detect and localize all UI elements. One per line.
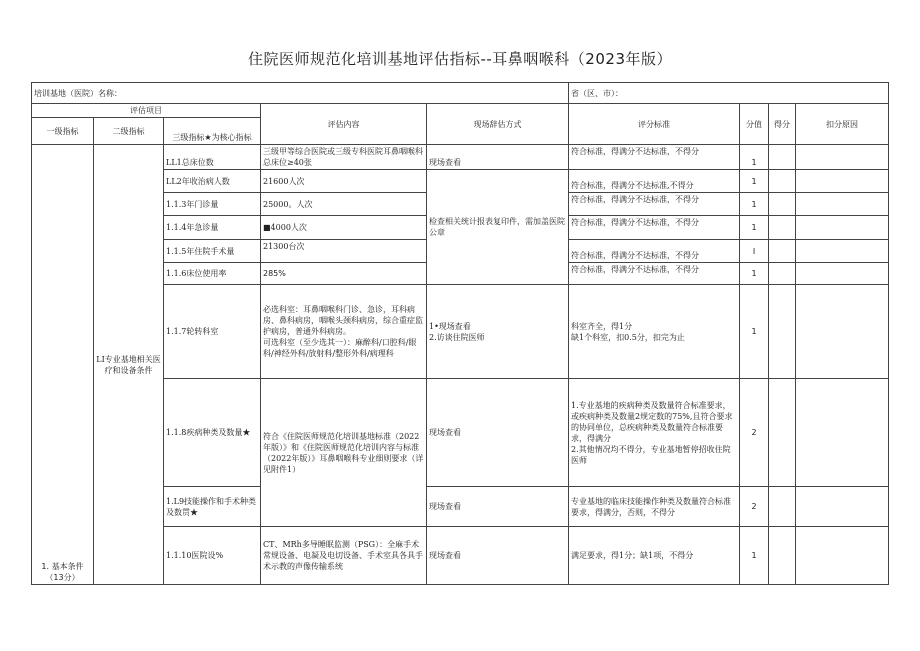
score-cell <box>769 379 796 487</box>
deduction-cell <box>796 527 889 585</box>
value-cell: 1 <box>740 216 769 240</box>
deduction-cell <box>796 240 889 263</box>
score-cell <box>769 145 796 170</box>
content-cell: 符合《住院医师规范化培训基地标准（2022年版）》和《住院医师规范化培训内容与标准（2022年版）》耳鼻咽喉科专业细则要求（详见附件1） <box>261 379 427 527</box>
score-cell <box>769 487 796 527</box>
value-cell: 1 <box>740 527 769 585</box>
method-cell: 1•现场查看 2.访谈住院医师 <box>427 285 569 379</box>
criteria-cell: 满足要求，得1分；缺1项，不得分 <box>569 527 740 585</box>
header-criteria: 评分标准 <box>569 104 740 145</box>
level3-item: LL1总床位数 <box>164 145 261 170</box>
value-cell: 1 <box>740 285 769 379</box>
content-cell: 21300台次 <box>261 240 427 263</box>
score-cell <box>769 285 796 379</box>
content-cell: 25000。人次 <box>261 193 427 216</box>
value-cell: 1 <box>740 263 769 285</box>
criteria-cell: 科室齐全，得1分 缺1个科室，扣0.5分，扣完为止 <box>569 285 740 379</box>
score-cell <box>769 170 796 193</box>
content-cell: 必选科室：耳鼻咽喉科门诊、急诊，耳科病房、鼻科病房，咽喉头颈科病房，综合重症监护病房，普通外科病房。 可选科室（至少选其一）：麻醉科/口腔科/眼科/神经外科/放射科/整形外科/病理科 <box>261 285 427 379</box>
value-cell: 1 <box>740 170 769 193</box>
score-cell <box>769 263 796 285</box>
score-cell <box>769 240 796 263</box>
value-cell: 2 <box>740 379 769 487</box>
score-cell <box>769 193 796 216</box>
deduction-cell <box>796 170 889 193</box>
content-cell: 三级甲等综合医院或三级专科医院耳鼻咽喉科总床位≥40张 <box>261 145 427 170</box>
header-method: 现场辞估方式 <box>427 104 569 145</box>
level3-item: 1.1.8疾病种类及数量★ <box>164 379 261 487</box>
level3-item: 1.1.3年门诊量 <box>164 193 261 216</box>
page-title: 住院医师规范化培训基地评估指标--耳鼻咽喉科（2023年版） <box>247 50 672 68</box>
evaluation-table <box>31 82 889 585</box>
level3-item: 1.1.10医院设% <box>164 527 261 585</box>
score-cell <box>769 216 796 240</box>
criteria-cell: 符合标准，得满分不达标准，不得分 <box>569 145 740 170</box>
header-level3: 三级指标★为核心指标 <box>164 118 261 145</box>
group-method-cell: 检查相关统计报表复印件，需加盖医院公章 <box>427 170 569 285</box>
base-info-row <box>32 83 889 104</box>
criteria-cell: 符合标准，得满分不达标准，不得分 <box>569 193 740 216</box>
method-cell: 现场查看 <box>427 379 569 487</box>
level1-points: （13分） <box>45 573 80 582</box>
deduction-cell <box>796 263 889 285</box>
value-cell: 2 <box>740 487 769 527</box>
method-cell: 现场查看 <box>427 527 569 585</box>
header-score-value: 分值 <box>740 104 769 145</box>
deduction-cell <box>796 193 889 216</box>
header-score: 得分 <box>769 104 796 145</box>
content-cell: 21600人次 <box>261 170 427 193</box>
deduction-cell <box>796 216 889 240</box>
level2-cell: LI专业基地相关医疗和设备条件 <box>94 145 164 585</box>
level3-item: LL2年收治病人数 <box>164 170 261 193</box>
level3-item: 1.L9技能操作和手术种类及数贯★ <box>164 487 261 527</box>
content-cell: ■4000人次 <box>261 216 427 240</box>
score-cell <box>769 527 796 585</box>
value-cell: 1 <box>740 145 769 170</box>
criteria-cell: 符合标准，得满分不达标准,不得分 <box>569 170 740 193</box>
criteria-cell: 符合标准，得满分不达标准，不得分 <box>569 240 740 263</box>
content-cell: CT、MRh多导睡眠监测（PSG）：全麻手术常规设备、电凝及电切设备、手术室具各具手术示教的声像传输系统 <box>261 527 427 585</box>
level3-item: 1.1.5年住院手术量 <box>164 240 261 263</box>
criteria-cell: 1.专业基地的疾病种类及数量符合标准要求，或疾病种类及数量2规定数的75%,且符合要求的协同单位，总疾病种类及数量符合标准要求，得满分 2.其他情况均不得分，专业基地暂停招收住院医师 <box>569 379 740 487</box>
header-level1: 一级指标 <box>32 118 94 145</box>
header-eval-items: 评估项目 <box>32 104 261 118</box>
deduction-cell <box>796 487 889 527</box>
level1-name: 1. 基本条件 <box>41 562 84 571</box>
header-level2: 二级指标 <box>94 118 164 145</box>
level3-item: 1.1.4年急诊量 <box>164 216 261 240</box>
criteria-cell: 符合标准，得满分不达标准，不得分 <box>569 263 740 285</box>
criteria-cell: 专业基地的临床技能操作种类及数量符合标准要求，得满分，否则，不得分 <box>569 487 740 527</box>
header-row-1 <box>32 104 889 118</box>
header-content: 评估内容 <box>261 104 427 145</box>
value-cell: I <box>740 240 769 263</box>
province-label: 省（区、市）： <box>569 83 889 104</box>
level1-cell <box>32 145 94 585</box>
table-row <box>32 145 889 170</box>
value-cell: 1 <box>740 193 769 216</box>
deduction-cell <box>796 379 889 487</box>
level3-item: 1.1.6床位使用率 <box>164 263 261 285</box>
header-deduction: 扣分原因 <box>796 104 889 145</box>
deduction-cell <box>796 145 889 170</box>
deduction-cell <box>796 285 889 379</box>
base-name-label: 培训基地（医院）名称： <box>32 83 569 104</box>
level3-item: 1.1.7轮转科室 <box>164 285 261 379</box>
criteria-cell: 符合标准，得满分不达标准，不得分 <box>569 216 740 240</box>
method-cell: 现场查看 <box>427 487 569 527</box>
method-cell: 现场查看 <box>427 145 569 170</box>
content-cell: 285% <box>261 263 427 285</box>
